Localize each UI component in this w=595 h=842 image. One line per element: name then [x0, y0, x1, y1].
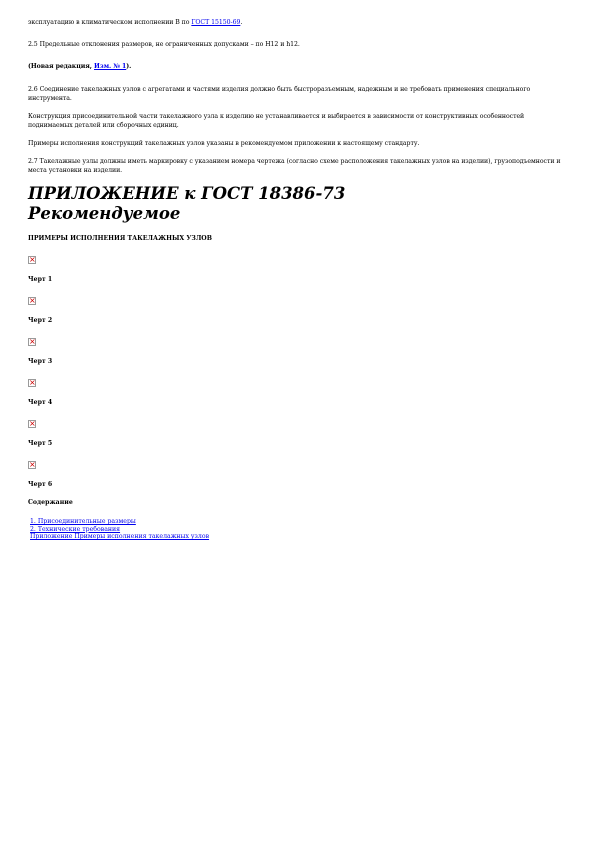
figure-caption: Черт 2: [28, 317, 53, 324]
toc-link-dimensions[interactable]: 1. Присоединительные размеры: [30, 518, 136, 525]
revision-note-tail: ).: [126, 63, 132, 70]
figure-6: [28, 461, 568, 488]
appendix-title: [28, 184, 568, 224]
toc-link-appendix[interactable]: Приложение Примеры исполнения такелажных узлов: [30, 533, 210, 540]
appendix-title-line1: ПРИЛОЖЕНИЕ к ГОСТ 18386-73: [28, 184, 346, 203]
broken-image-icon: [28, 338, 36, 346]
toc-list: [28, 518, 568, 541]
revision-note-text: (Новая редакция,: [28, 63, 94, 70]
paragraph-climate: [28, 18, 568, 27]
broken-image-icon: [28, 461, 36, 469]
figure-3: [28, 338, 568, 365]
figure-caption: Черт 3: [28, 358, 53, 365]
appendix-title-line2: Рекомендуемое: [28, 204, 181, 223]
figure-caption: Черт 1: [28, 276, 53, 283]
toc-item: [30, 526, 568, 534]
paragraph-examples: Примеры исполнения конструкций такелажных узлов указаны в рекомендуемом приложении к настоящему стандарту.: [28, 140, 420, 147]
paragraph-2-7: 2.7 Такелажные узлы должны иметь маркировку с указанием номера чертежа (согласно схеме расположения такелажных узлов на изделии), грузоподъемности и места установки на изделии.: [28, 158, 561, 174]
broken-image-icon: [28, 256, 36, 264]
toc-item: [30, 518, 568, 526]
paragraph-revision-note: [28, 62, 568, 71]
toc-link-requirements[interactable]: 2. Технические требования: [30, 525, 121, 533]
figure-1: [28, 256, 568, 283]
appendix-subtitle: ПРИМЕРЫ ИСПОЛНЕНИЯ ТАКЕЛАЖНЫХ УЗЛОВ: [28, 235, 212, 242]
paragraph-2-5: 2.5 Предельные отклонения размеров, не ограниченных допусками – по Н12 и h12.: [28, 41, 300, 48]
broken-image-icon: [28, 297, 36, 305]
figure-caption: Черт 4: [28, 399, 53, 406]
figure-4: [28, 379, 568, 406]
figure-caption: Черт 6: [28, 481, 53, 488]
broken-image-icon: [28, 420, 36, 428]
gost-15150-link[interactable]: ГОСТ 15150-69: [191, 19, 241, 26]
toc-item: [30, 533, 568, 541]
broken-image-icon: [28, 379, 36, 387]
figure-caption: Черт 5: [28, 440, 53, 447]
document-page: [28, 14, 568, 541]
toc-heading: Содержание: [28, 499, 73, 506]
paragraph-2-6: 2.6 Соединение такелажных узлов с агрегатами и частями изделия должно быть быстроразъемным, надежным и не требовать применения специального инструмента.: [28, 86, 531, 102]
figure-5: [28, 420, 568, 447]
amendment-1-link[interactable]: Изм. № 1: [94, 63, 127, 70]
paragraph-text: эксплуатацию в климатическом исполнении В по: [28, 19, 192, 26]
paragraph-tail: .: [240, 19, 243, 26]
figure-2: [28, 297, 568, 324]
paragraph-construction: Конструкция присоединительной части такелажного узла к изделию не устанавливается и выбирается в зависимости от конструктивных особенностей поднимаемых деталей или сборочных единиц.: [28, 113, 525, 129]
